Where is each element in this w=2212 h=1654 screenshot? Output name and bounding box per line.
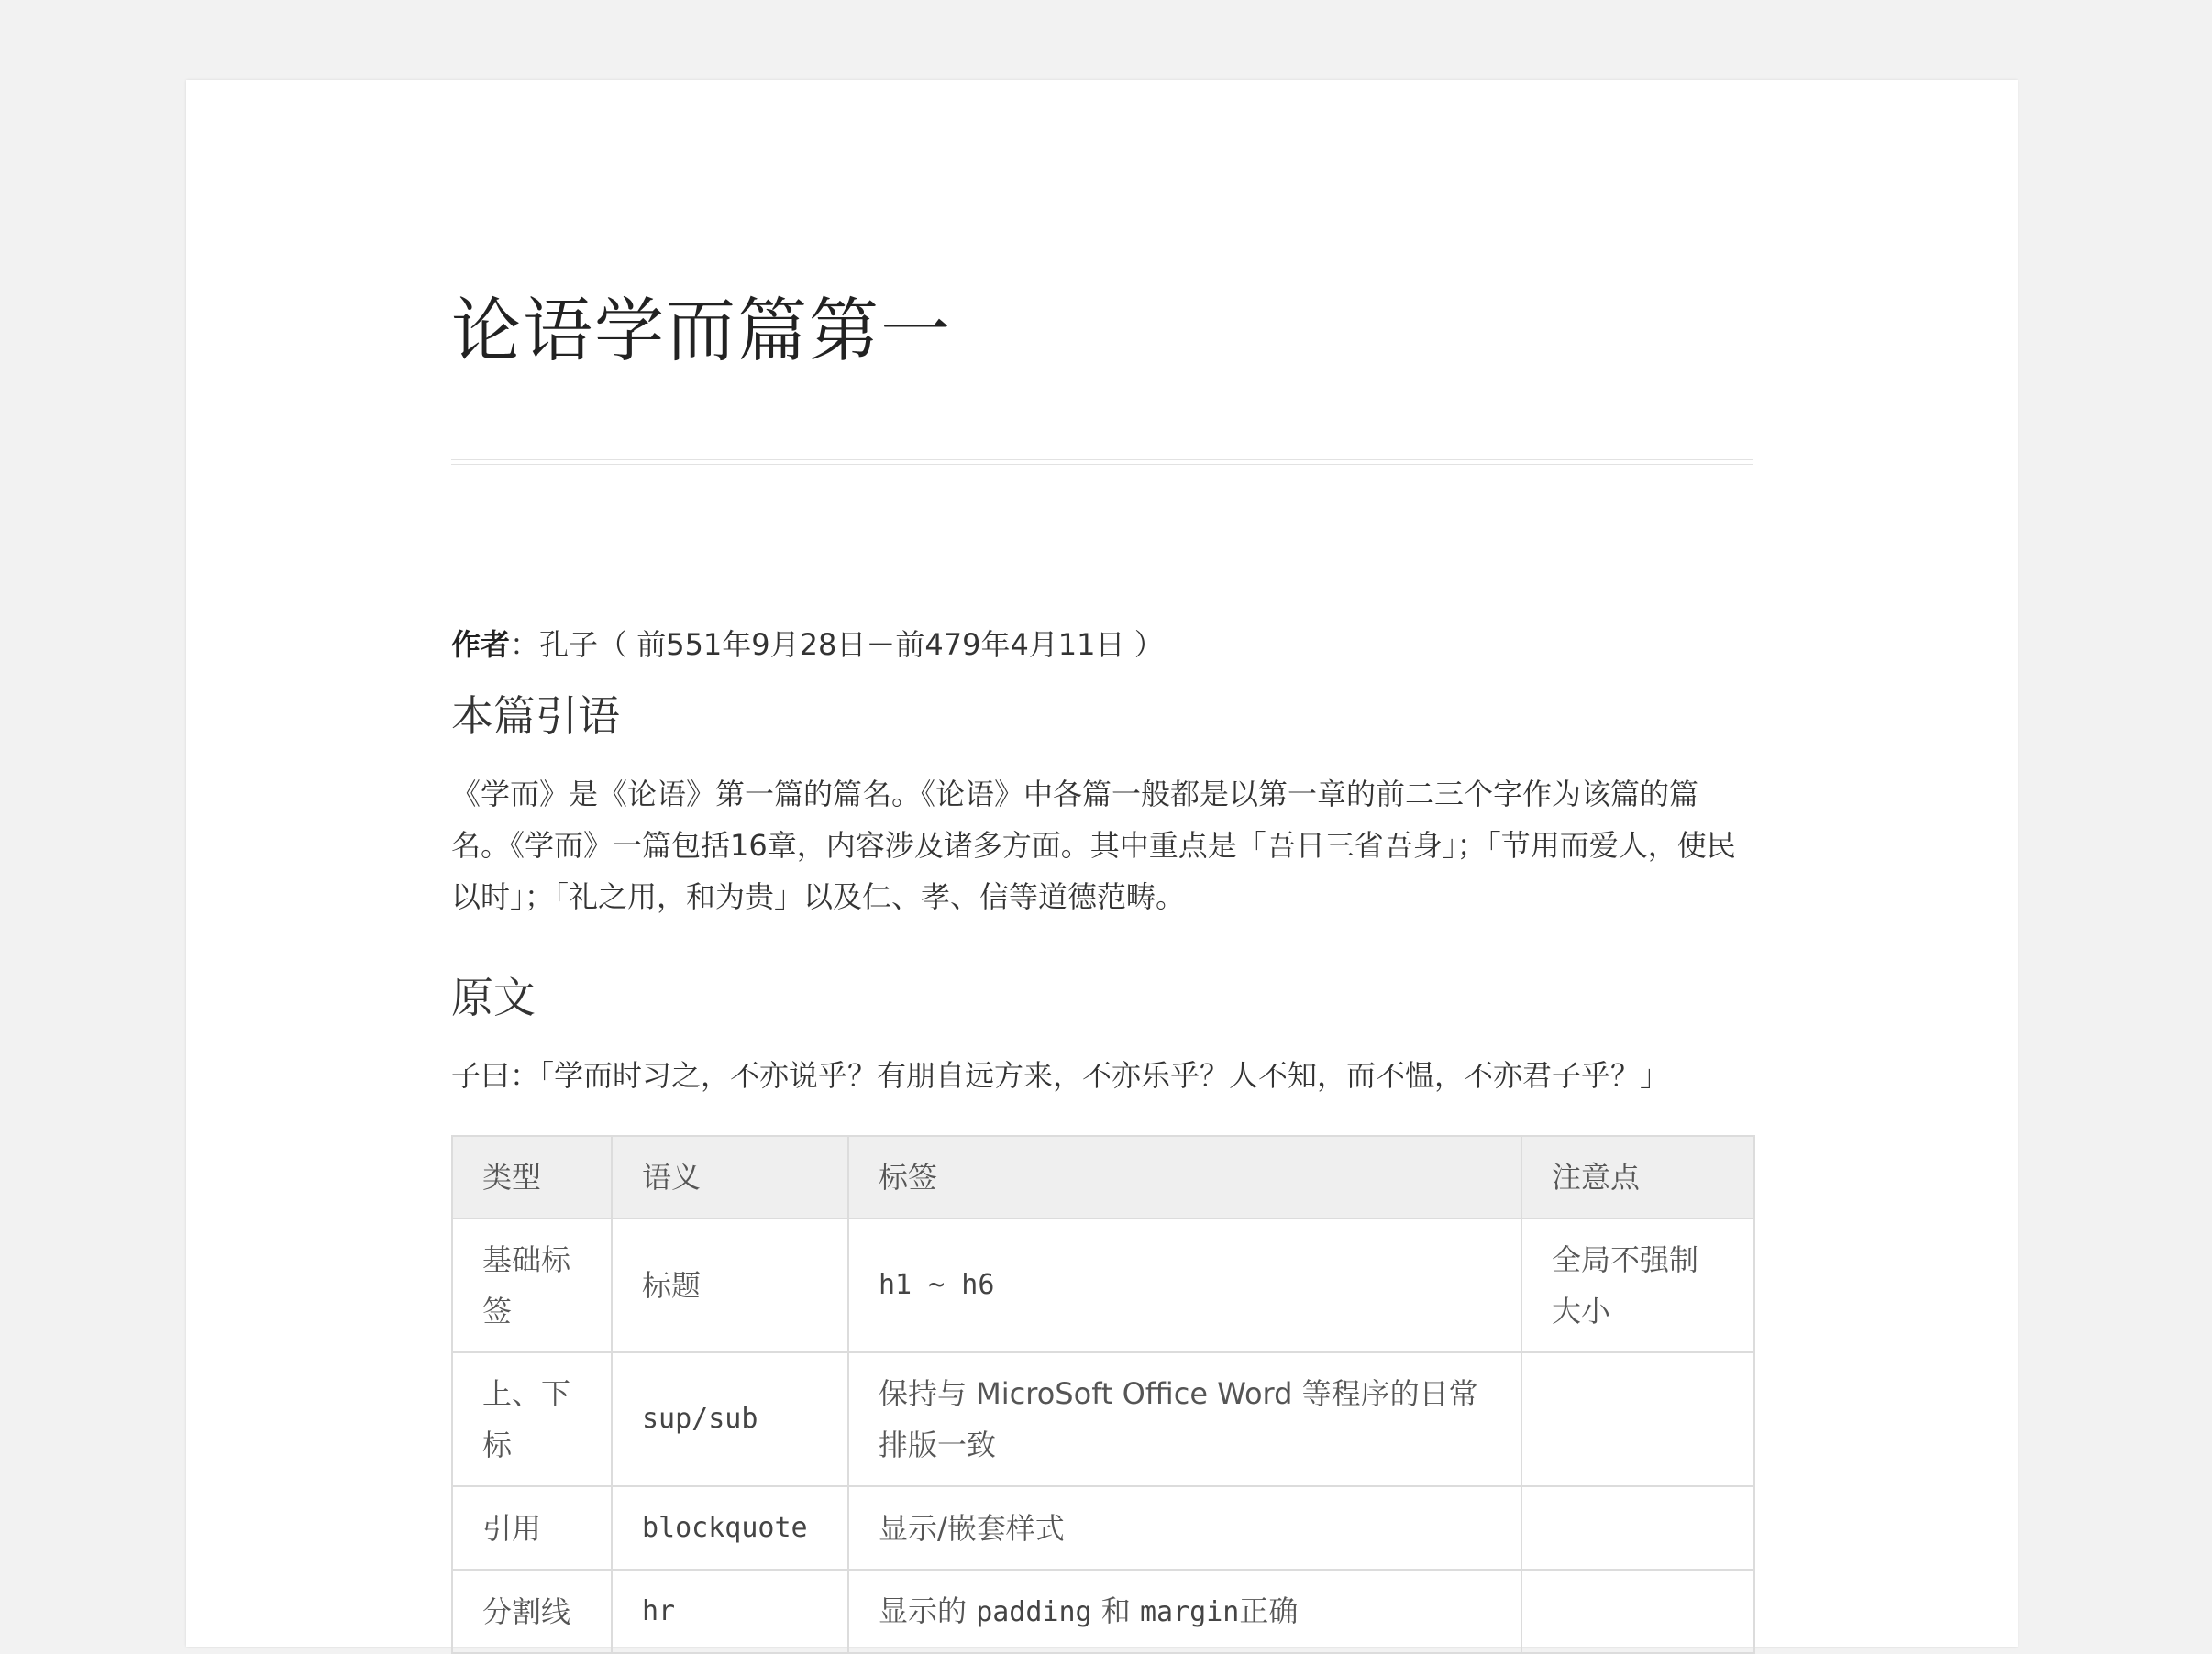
table-cell-tag (848, 1570, 1521, 1653)
author-separator: ： (510, 627, 540, 662)
document-title: 论语学而篇第一 (451, 290, 952, 371)
intro-paragraph: 《学而》是《论语》第一篇的篇名。《论语》中各篇一般都是以第一章的前二三个字作为该篇的篇名。《学而》一篇包括16章，内容涉及诸多方面。其中重点是「吾日三省吾身」；「节用而爱人，使民以时」；「礼之用，和为贵」以及仁、孝、信等道德范畴。 (451, 777, 1736, 914)
table-cell-note: 全局不强制大小 (1521, 1218, 1754, 1352)
tag-code-margin: margin (1139, 1595, 1240, 1628)
author-line (451, 624, 1164, 666)
table-cell-type: 引用 (452, 1486, 612, 1570)
table-cell-tag: 保持与 MicroSoft Office Word 等程序的日常排版一致 (848, 1352, 1521, 1486)
table-cell-semantic: blockquote (612, 1486, 848, 1570)
table-cell-tag: 显示/嵌套样式 (848, 1486, 1521, 1570)
table-header-cell: 类型 (452, 1136, 612, 1218)
table-cell-type: 分割线 (452, 1570, 612, 1653)
table-row (452, 1486, 1754, 1570)
table-row (452, 1218, 1754, 1352)
intro-heading: 本篇引语 (451, 691, 620, 741)
table-cell-semantic: sup/sub (612, 1352, 848, 1486)
table-cell-note (1521, 1570, 1754, 1653)
tag-text-prefix: 显示的 (879, 1593, 977, 1628)
table-cell-semantic: hr (612, 1570, 848, 1653)
table-header-row (452, 1136, 1754, 1218)
table-row (452, 1352, 1754, 1486)
table-cell-type: 基础标签 (452, 1218, 612, 1352)
tag-text-middle: 和 (1091, 1593, 1140, 1628)
tag-code-padding: padding (976, 1595, 1092, 1628)
table-cell-semantic: 标题 (612, 1218, 848, 1352)
table-cell-note (1521, 1486, 1754, 1570)
original-paragraph: 子曰：「学而时习之，不亦说乎？有朋自远方来，不亦乐乎？人不知，而不愠，不亦君子乎？」 (451, 1058, 1670, 1093)
table-cell-type: 上、下标 (452, 1352, 612, 1486)
author-label: 作者 (451, 627, 511, 662)
tag-table (451, 1135, 1755, 1654)
table-cell-tag: h1 ~ h6 (848, 1218, 1521, 1352)
table-header-cell: 注意点 (1521, 1136, 1754, 1218)
document-page (186, 80, 2018, 1647)
table-header-cell: 标签 (848, 1136, 1521, 1218)
tag-text-suffix: 正确 (1239, 1593, 1299, 1628)
table-header-cell: 语义 (612, 1136, 848, 1218)
table-row (452, 1570, 1754, 1653)
title-divider (451, 459, 1753, 465)
original-heading: 原文 (451, 973, 536, 1022)
author-value: 孔子（ 前551年9月28日－前479年4月11日 ） (539, 627, 1164, 662)
table-cell-note (1521, 1352, 1754, 1486)
